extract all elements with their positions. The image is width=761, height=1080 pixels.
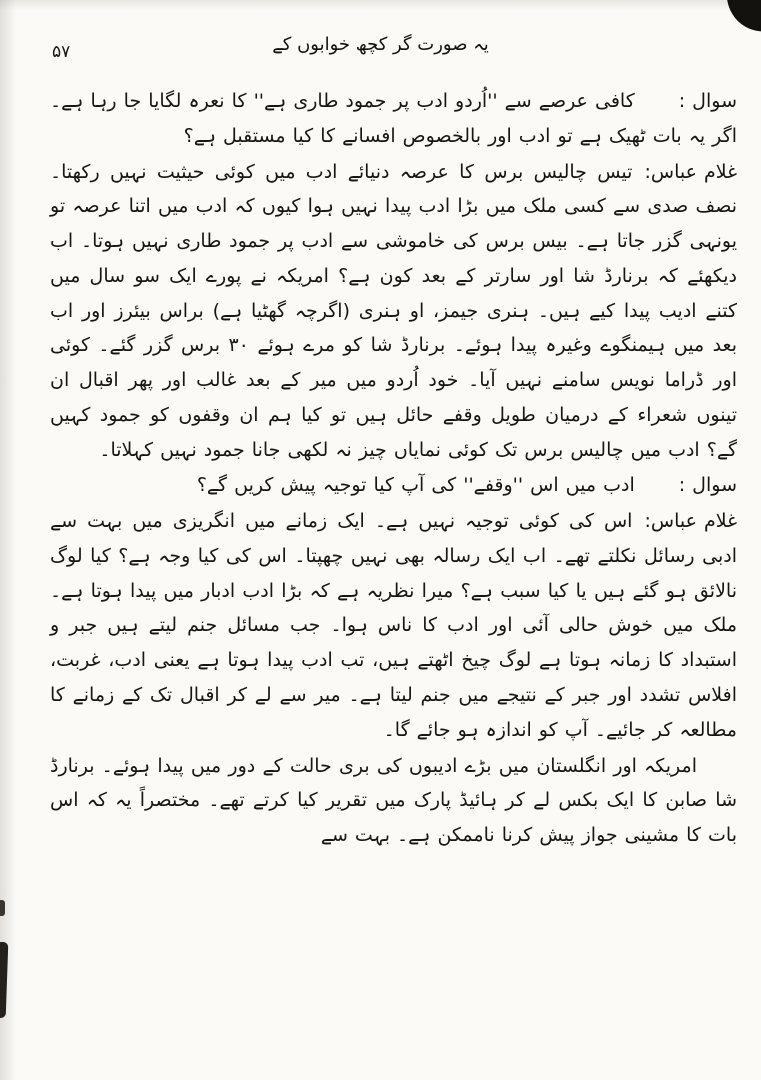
page-body [50,84,737,1060]
question-block [50,468,737,503]
scan-edge-shadow-left [0,0,16,1080]
paragraph-text: تیس چالیس برس کا عرصہ دنیائے ادب میں کوئی حیثیت نہیں رکھتا۔ نصف صدی سے کسی ملک میں بڑا ادب پیدا نہیں ہوا کیوں کہ ادب میں اتنا عرصہ تو یونہی گزر جاتا ہے۔ بیس برس کی خاموشی سے ادب پر جمود طاری نہیں ہوتا۔ اب دیکھئے کہ برنارڈ شا اور سارتر کے بعد کون ہے؟ امریکہ نے پورے ایک سو سال میں کتنے ادیب پیدا کیے ہیں۔ ہنری جیمز، او ہنری (اگرچہ گھٹیا ہے) براس بیئرز اور اب بعد میں ہیمنگوے وغیرہ پیدا ہوئے۔ برنارڈ شا کو مرے ہوئے ۳۰ برس گزر گئے۔ کوئی اور ڈراما نویس سامنے نہیں آیا۔ خود اُردو میں میر کے بعد غالب اور پھر اقبال ان تینوں شعراء کے درمیان طویل وقفے حائل ہیں تو کیا ہم ان وقفوں کو جمود کہیں گے؟ ادب میں چالیس برس تک کوئی نمایاں چیز نہ لکھی جانا جمود نہیں کہلاتا۔ [50,160,738,461]
speaker-label: سوال : [678,474,737,497]
answer-block [50,504,737,747]
speaker-label: غلام عباس: [644,510,737,533]
answer-block [50,155,737,468]
speaker-label: غلام عباس: [644,160,737,183]
running-title: یہ صورت گر کچھ خوابوں کے [272,34,489,55]
scan-ink-mark-top-right [723,0,761,33]
scan-edge-shadow-top [0,0,761,10]
closing-paragraph [50,749,737,853]
page-number: ۵۷ [52,42,71,62]
question-block [50,84,737,154]
paragraph-text: امریکہ اور انگلستان میں بڑے ادیبوں کی بری حالت کے دور میں پیدا ہوئے۔ برنارڈ شا صابن کا ایک بکس لے کر ہائیڈ پارک میں تقریر کیا کرتے تھے۔ مختصراً یہ کہ اس بات کا مشینی جواز پیش کرنا ناممکن ہے۔ بہت سے [50,754,737,847]
page-header [0,34,761,64]
scan-ink-spot-left [0,900,5,916]
speaker-label: سوال : [678,90,737,112]
paragraph-text: کافی عرصے سے ''اُردو ادب پر جمود طاری ہے'' کا نعرہ لگایا جا رہا ہے۔ اگر یہ بات ٹھیک ہے تو ادب اور بالخصوص افسانے کا کیا مستقبل ہے؟ [50,90,737,147]
paragraph-text: اس کی کوئی توجیہ نہیں ہے۔ ایک زمانے میں انگریزی میں بہت سے ادبی رسائل نکلتے تھے۔ اب ایک رسالہ بھی نہیں چھپتا۔ اس کی کیا وجہ ہے؟ کیا لوگ نالائق ہو گئے ہیں یا کیا سبب ہے؟ میرا نظریہ ہے کہ بڑا ادب ادبار میں پیدا ہوتا ہے۔ ملک میں خوش حالی آئی اور ادب کا ناس ہوا۔ جب مسائل جنم لیتے ہیں جبر و استبداد کا زمانہ ہوتا ہے لوگ چیخ اٹھتے ہیں، تب ادب پیدا ہوتا ہے یعنی ادب، غربت، افلاس تشدد اور جبر کے نتیجے میں جنم لیتا ہے۔ میر سے لے کر اقبال تک کے زمانے کا مطالعہ کر جائیے۔ آپ کو اندازہ ہو جائے گا۔ [50,510,737,741]
paragraph-text: ادب میں اس ''وقفے'' کی آپ کیا توجیہ پیش کریں گے؟ [196,474,635,497]
